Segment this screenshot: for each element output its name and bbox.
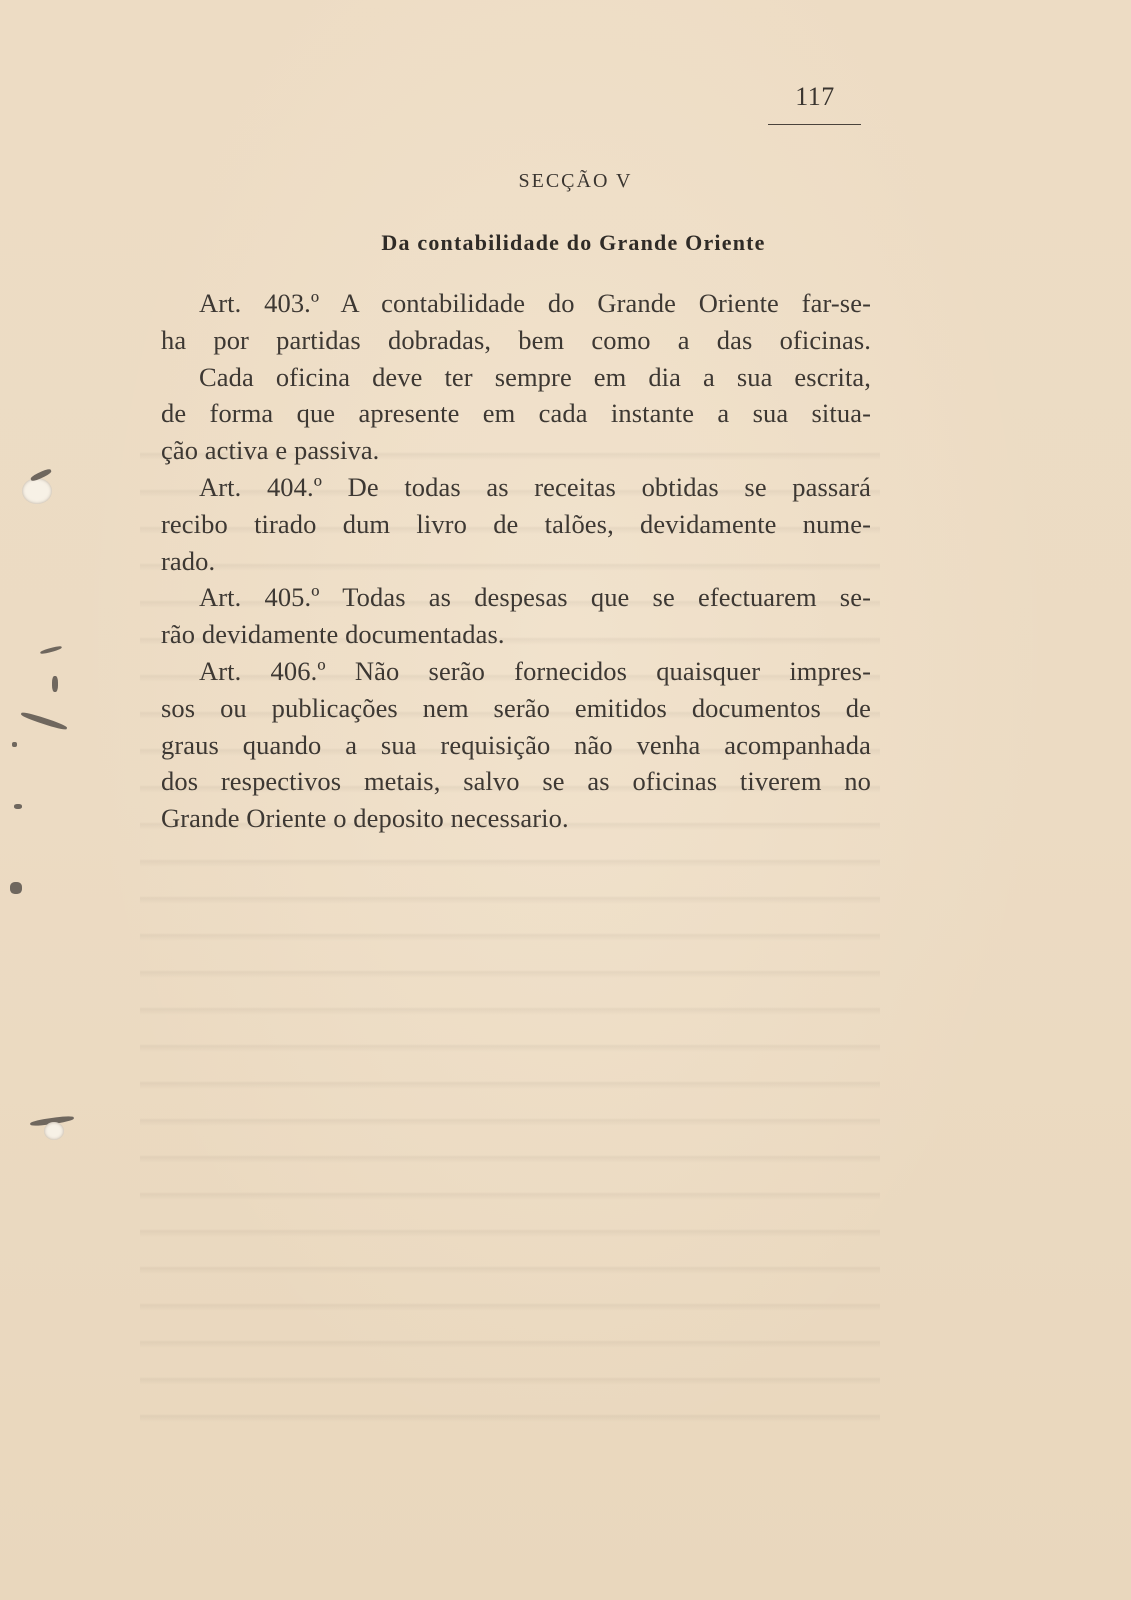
text-line: ha por partidas dobradas, bem como a das oficinas. — [161, 324, 871, 355]
text-line: Art. 406.º Não serão fornecidos quaisquer impres- — [199, 655, 871, 686]
page-number: 117 — [795, 82, 835, 111]
section-title: SECÇÃO V — [518, 170, 633, 192]
text-line: Grande Oriente o deposito necessario. — [161, 803, 569, 834]
binding-tear — [40, 645, 62, 655]
text-line: de forma que apresente em cada instante a sua situa- — [161, 398, 871, 429]
text-line: rão devidamente documentadas. — [161, 619, 505, 650]
text-line: rado. — [161, 545, 216, 576]
binding-hole — [22, 478, 52, 504]
text-line: recibo tirado dum livro de talões, devidamente nume- — [161, 508, 871, 539]
text-line: Art. 404.º De todas as receitas obtidas se passará — [199, 471, 871, 502]
text-line: ção activa e passiva. — [161, 435, 380, 466]
page-number-rule — [768, 124, 861, 125]
text-line: Art. 403.º A contabilidade do Grande Oriente far-se- — [199, 288, 871, 318]
body-text — [161, 285, 871, 837]
text-line: graus quando a sua requisição não venha acompanhada — [161, 729, 871, 760]
binding-tear — [10, 882, 22, 894]
binding-tear — [12, 742, 17, 747]
binding-hole — [44, 1122, 64, 1140]
binding-tear — [20, 711, 68, 732]
text-line: Cada oficina deve ter sempre em dia a sua escrita, — [199, 361, 871, 392]
text-line: sos ou publicações nem serão emitidos documentos de — [161, 692, 871, 723]
text-line: Art. 405.º Todas as despesas que se efectuarem se- — [199, 582, 871, 613]
binding-tear — [52, 676, 58, 692]
section-heading: Da contabilidade do Grande Oriente — [381, 230, 766, 255]
binding-tear — [14, 804, 22, 809]
text-line: dos respectivos metais, salvo se as oficinas tiverem no — [161, 766, 871, 797]
